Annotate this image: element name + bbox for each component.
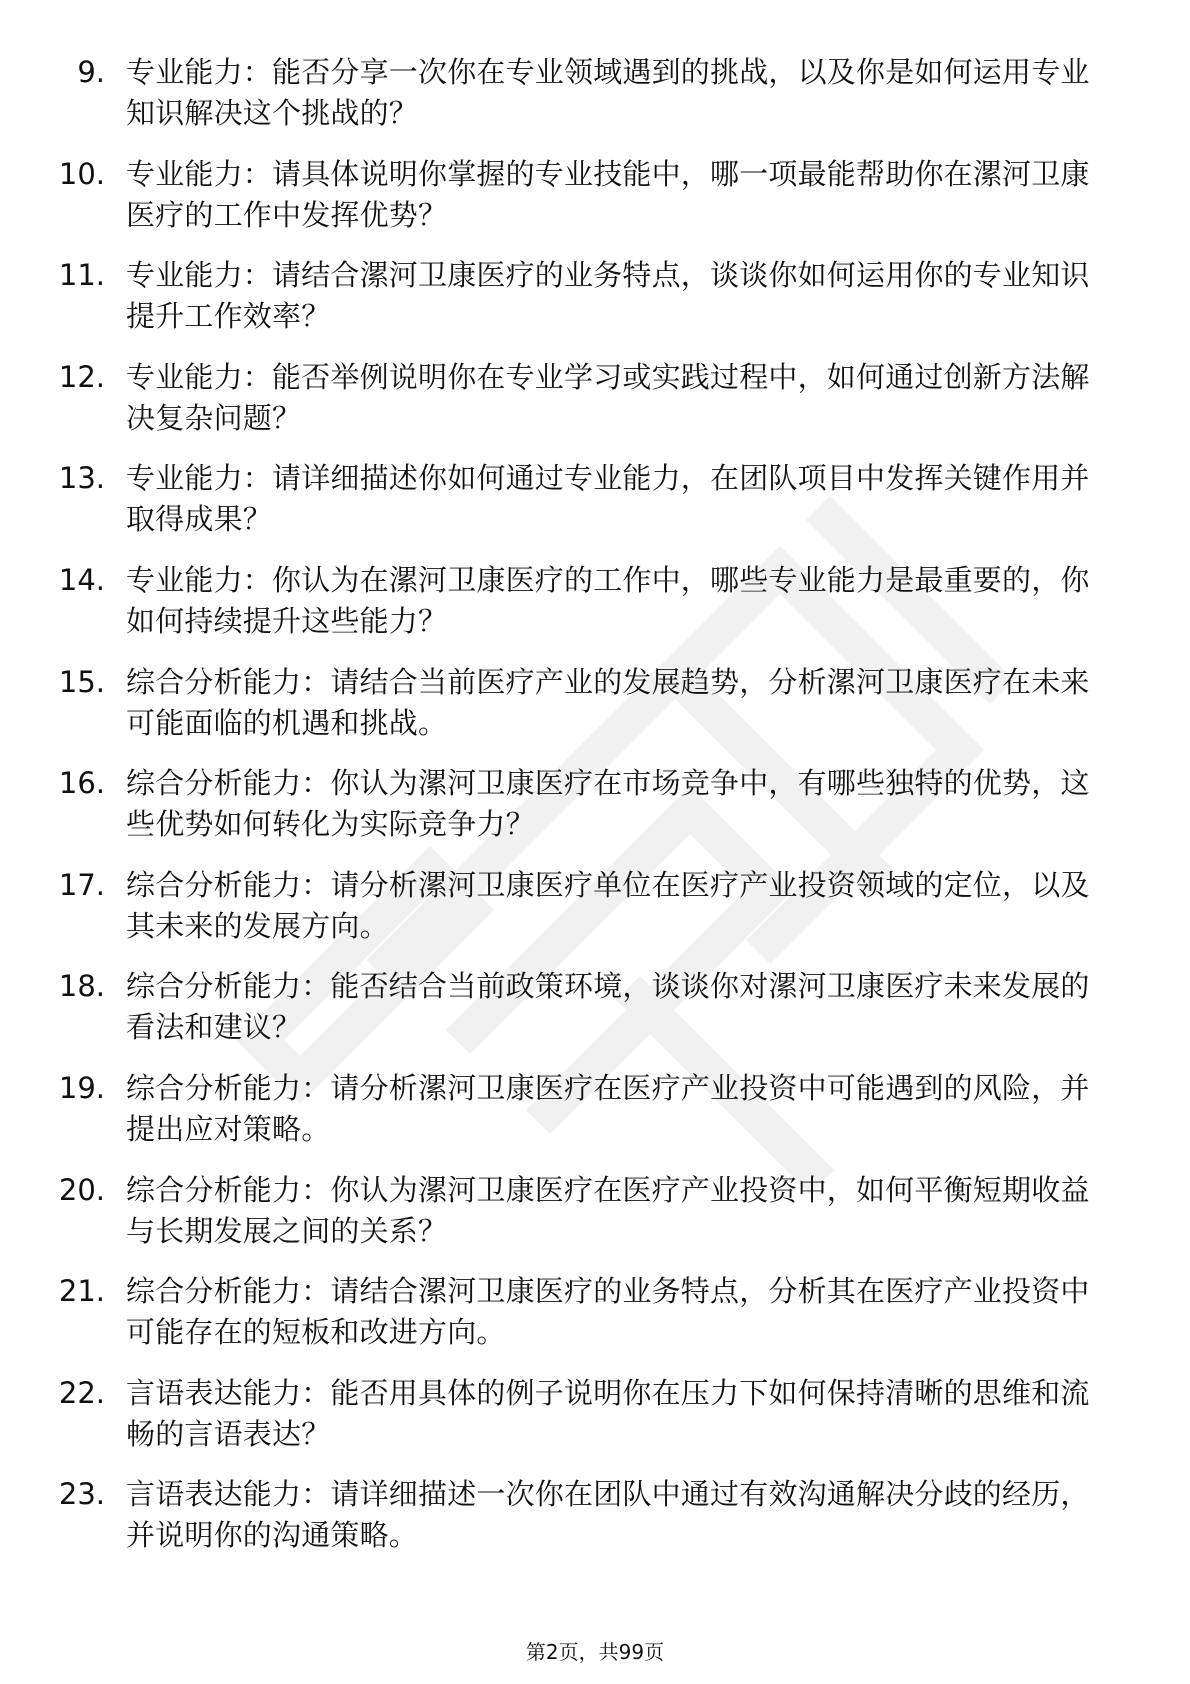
question-item — [0, 662, 1190, 764]
question-item — [0, 966, 1190, 1068]
question-text: 综合分析能力：能否结合当前政策环境，谈谈你对漯河卫康医疗未来发展的看法和建议？ — [126, 969, 1090, 1045]
question-text: 专业能力：请详细描述你如何通过专业能力，在团队项目中发挥关键作用并取得成果？ — [126, 461, 1090, 537]
question-number: 20. — [58, 1172, 105, 1207]
question-item — [0, 1373, 1190, 1475]
question-number: 22. — [58, 1375, 105, 1410]
question-item — [0, 255, 1190, 357]
question-text: 专业能力：请具体说明你掌握的专业技能中，哪一项最能帮助你在漯河卫康医疗的工作中发挥优势？ — [126, 156, 1090, 232]
question-text: 综合分析能力：请分析漯河卫康医疗在医疗产业投资中可能遇到的风险，并提出应对策略。 — [126, 1070, 1090, 1146]
question-number: 17. — [58, 867, 105, 902]
question-item — [0, 1271, 1190, 1373]
question-text: 综合分析能力：你认为漯河卫康医疗在市场竞争中，有哪些独特的优势，这些优势如何转化为实际竞争力？ — [126, 766, 1090, 842]
question-item — [0, 154, 1190, 256]
question-item — [0, 865, 1190, 967]
question-item — [0, 52, 1190, 154]
question-number: 23. — [58, 1477, 105, 1512]
question-number: 19. — [58, 1070, 105, 1105]
question-number: 14. — [58, 562, 105, 597]
question-number: 10. — [58, 156, 105, 191]
page-footer — [0, 1638, 1190, 1666]
question-text: 综合分析能力：请分析漯河卫康医疗单位在医疗产业投资领域的定位，以及其未来的发展方向。 — [126, 867, 1090, 943]
question-item — [0, 357, 1190, 459]
question-number: 9. — [77, 55, 105, 89]
question-number: 15. — [58, 664, 105, 699]
question-text: 综合分析能力：请结合漯河卫康医疗的业务特点，分析其在医疗产业投资中可能存在的短板和改进方向。 — [126, 1274, 1090, 1350]
question-number: 13. — [58, 461, 105, 496]
page-number-label: 第2页，共99页 — [525, 1640, 665, 1664]
question-number: 12. — [58, 359, 105, 394]
question-number: 18. — [58, 969, 105, 1004]
question-text: 综合分析能力：请结合当前医疗产业的发展趋势，分析漯河卫康医疗在未来可能面临的机遇和挑战。 — [126, 664, 1090, 740]
question-item — [0, 1068, 1190, 1170]
question-text: 专业能力：能否分享一次你在专业领域遇到的挑战，以及你是如何运用专业知识解决这个挑战的？ — [126, 55, 1090, 130]
question-text: 专业能力：请结合漯河卫康医疗的业务特点，谈谈你如何运用你的专业知识提升工作效率？ — [126, 258, 1090, 334]
question-item — [0, 1170, 1190, 1272]
question-text: 专业能力：你认为在漯河卫康医疗的工作中，哪些专业能力是最重要的，你如何持续提升这些能力？ — [126, 562, 1090, 638]
question-item — [0, 763, 1190, 865]
question-number: 21. — [58, 1274, 105, 1309]
question-item — [0, 560, 1190, 662]
question-number: 16. — [58, 766, 105, 801]
question-text: 专业能力：能否举例说明你在专业学习或实践过程中，如何通过创新方法解决复杂问题？ — [126, 359, 1090, 435]
question-text: 言语表达能力：能否用具体的例子说明你在压力下如何保持清晰的思维和流畅的言语表达？ — [126, 1375, 1090, 1451]
question-text: 综合分析能力：你认为漯河卫康医疗在医疗产业投资中，如何平衡短期收益与长期发展之间的关系？ — [126, 1172, 1090, 1248]
question-text: 言语表达能力：请详细描述一次你在团队中通过有效沟通解决分歧的经历，并说明你的沟通策略。 — [126, 1477, 1090, 1553]
question-item — [0, 458, 1190, 560]
question-list — [0, 52, 1190, 1576]
question-number: 11. — [58, 258, 105, 293]
question-item — [0, 1474, 1190, 1576]
